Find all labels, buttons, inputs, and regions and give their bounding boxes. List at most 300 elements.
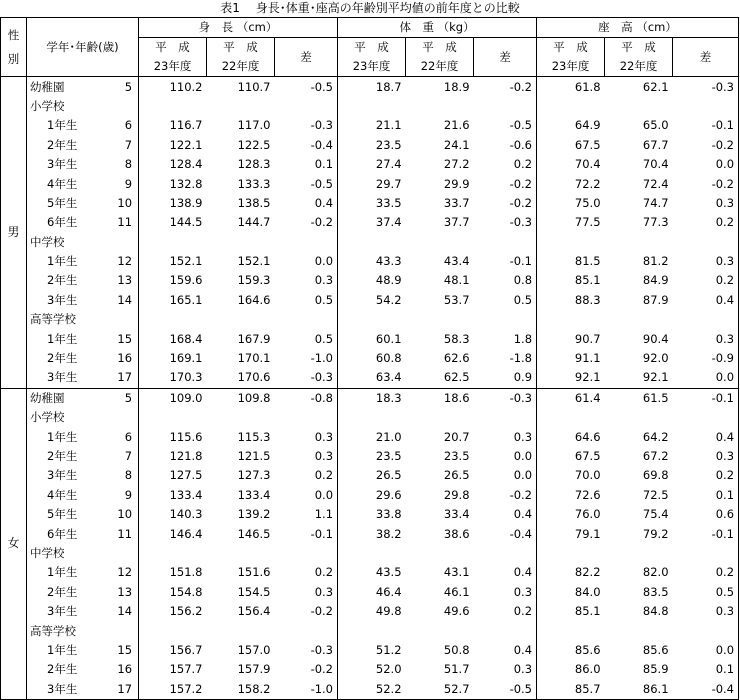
weight-diff-cell: -0.1 [474,252,537,271]
sitting-2011-cell: 70.4 [574,157,601,172]
height-diff-cell: -0.3 [275,641,338,660]
sitting-diff-cell [673,310,739,329]
weight-diff-cell [474,310,537,329]
sitting-2011-cell: 88.3 [574,292,601,307]
sitting-diff-cell: 0.2 [673,213,739,232]
weight-2010-cell: 23.5 [443,449,470,463]
weight-2011-cell [338,544,406,563]
weight-diff-cell: 0.4 [474,563,537,582]
height-2010-cell [207,408,275,427]
section-male [1,77,739,388]
sitting-diff-cell: 0.0 [673,368,739,388]
table-row [1,233,739,252]
sitting-2010-cell: 72.5 [642,487,669,502]
height-2011-cell: 138.9 [169,195,203,210]
sex-cell: 男 [1,77,27,388]
weight-2011-cell: 21.0 [375,429,402,444]
weight-diff-cell: 0.8 [474,271,537,290]
height-2010-cell: 121.5 [237,449,271,463]
height-2010-cell: 144.7 [237,215,271,230]
year-2010-header-line1: 平 成 [621,40,656,55]
grade-label: 6年生 [27,524,113,543]
weight-2011-cell: 60.8 [375,351,402,366]
table-row [1,544,739,563]
weight-2011-cell [338,310,406,329]
year-2011-header [338,38,406,77]
sitting-2011-cell [537,310,605,329]
year-2011-header-line1: 平 成 [354,40,389,55]
sitting-diff-cell: -0.9 [673,349,739,368]
height-diff-cell [275,408,338,427]
height-2011-cell [139,621,207,640]
sex-cell: 女 [1,388,27,699]
weight-2010-cell: 46.1 [443,584,470,599]
height-2010-cell [207,310,275,329]
weight-2010-cell [406,544,474,563]
grade-label: 2年生 [27,447,113,466]
height-diff-cell: 0.2 [275,563,338,582]
height-2010-cell: 157.9 [237,662,271,677]
height-diff-cell: 1.1 [275,505,338,524]
table-row [1,213,739,232]
age-cell: 5 [113,77,139,97]
height-2011-cell [139,310,207,329]
sitting-2011-cell: 91.1 [574,351,601,366]
height-2011-cell [139,408,207,427]
height-2010-cell: 152.1 [237,254,271,269]
weight-2010-cell [406,310,474,329]
weight-2010-cell: 21.6 [443,118,470,133]
sitting-diff-cell: 0.0 [673,155,739,174]
table-row [1,602,739,621]
height-2010-cell: 159.3 [237,273,271,288]
sitting-2010-cell [605,310,673,329]
table-row [1,368,739,388]
height-2010-cell: 170.6 [207,368,275,388]
height-2011-cell: 170.3 [139,368,207,388]
age-cell: 5 [113,388,139,408]
height-2011-cell: 110.2 [169,79,203,94]
age-cell [113,408,139,427]
year-2011-header [537,38,605,77]
sitting-diff-cell: 0.1 [673,486,739,505]
sitting-2011-cell: 92.1 [537,368,605,388]
sitting-diff-cell [673,97,739,116]
age-cell: 6 [113,116,139,135]
weight-diff-cell: 0.3 [474,427,537,446]
age-cell: 13 [113,271,139,290]
table-row [1,174,739,193]
grade-label: 3年生 [27,466,113,485]
weight-2011-cell: 23.5 [375,137,402,152]
height-diff-cell: 0.0 [275,252,338,271]
weight-2011-cell: 46.4 [375,584,402,599]
age-cell: 8 [113,155,139,174]
height-diff-cell: 0.5 [275,291,338,310]
height-2011-cell: 169.1 [169,351,203,366]
height-2011-cell [139,544,207,563]
weight-2011-cell: 29.7 [375,176,402,191]
height-2011-cell [139,233,207,252]
height-2011-cell [139,97,207,116]
height-diff-cell: 0.3 [275,447,338,466]
height-diff-cell: -0.8 [275,388,338,408]
weight-2011-cell [338,233,406,252]
year-2010-header [406,38,474,77]
table-row [1,291,739,310]
sitting-2011-cell: 75.0 [574,195,601,210]
height-2011-cell: 165.1 [169,292,203,307]
weight-2010-cell: 49.6 [443,604,470,619]
height-2011-cell: 144.5 [169,215,203,230]
sitting-2010-cell: 62.1 [642,79,669,94]
sitting-2010-cell: 90.4 [642,331,669,346]
height-2010-cell: 117.0 [237,118,271,133]
sitting-2011-cell: 67.5 [574,137,601,152]
weight-2010-cell: 26.5 [443,468,470,483]
height-2011-cell: 128.4 [169,157,203,172]
sitting-diff-cell: 0.5 [673,583,739,602]
table-title: 表1 身長･体重･座高の年齢別平均値の前年度との比較 [220,1,520,15]
height-2011-cell: 116.7 [169,118,203,133]
height-2011-cell: 151.8 [169,565,203,580]
weight-diff-cell: 0.2 [474,155,537,174]
year-2010-header-line1: 平 成 [223,40,258,55]
height-2010-cell: 138.5 [237,195,271,210]
weight-2011-cell: 43.3 [375,254,402,269]
sitting-2010-cell: 85.6 [642,642,669,657]
year-2011-header-line2: 23年度 [352,59,391,74]
sitting-2010-cell: 67.7 [642,137,669,152]
weight-diff-cell: -0.2 [474,194,537,213]
weight-2011-cell: 29.6 [375,487,402,502]
sitting-diff-cell: 0.2 [673,563,739,582]
sitting-2010-cell [605,544,673,563]
weight-2010-cell [406,408,474,427]
height-2011-cell: 122.1 [169,137,203,152]
sitting-2011-cell: 85.1 [574,604,601,619]
weight-2011-cell: 43.5 [375,565,402,580]
height-2011-cell: 109.0 [169,390,203,405]
weight-diff-cell: 0.4 [474,641,537,660]
sitting-2011-cell: 86.0 [574,662,601,677]
height-2011-cell: 156.2 [169,604,203,619]
weight-diff-cell: -0.2 [474,486,537,505]
weight-2011-cell: 18.7 [375,79,402,94]
grade-label: 5年生 [27,194,113,213]
weight-2011-cell: 63.4 [338,368,406,388]
weight-diff-cell: 0.9 [474,368,537,388]
age-cell: 15 [113,329,139,348]
sitting-2010-cell: 75.4 [642,507,669,522]
height-diff-cell: -1.0 [275,349,338,368]
weight-diff-cell: -0.6 [474,136,537,155]
sitting-diff-cell: -0.1 [673,116,739,135]
sitting-diff-cell [673,544,739,563]
grade-label: 1年生 [27,252,113,271]
grade-label: 幼稚園 [27,77,113,97]
weight-2011-cell: 38.2 [375,526,402,541]
weight-2010-cell: 29.9 [443,176,470,191]
sitting-diff-cell: 0.3 [673,252,739,271]
weight-diff-cell: 0.5 [474,291,537,310]
height-2011-cell: 156.7 [169,642,203,657]
year-2010-header [207,38,275,77]
year-2010-header-line2: 22年度 [619,59,658,74]
height-2010-cell [207,544,275,563]
difference-header: 差 [275,38,338,77]
sitting-diff-cell: 0.3 [673,329,739,348]
weight-diff-cell: -0.3 [474,388,537,408]
sitting-2010-cell: 87.9 [642,292,669,307]
sitting-2010-cell: 81.2 [642,254,669,269]
height-diff-cell [275,621,338,640]
height-2011-cell: 154.8 [169,584,203,599]
weight-diff-cell: 0.2 [474,602,537,621]
weight-2011-cell: 23.5 [375,449,402,463]
weight-2011-cell: 51.2 [375,642,402,657]
height-2010-cell [207,621,275,640]
height-diff-cell: 0.2 [275,466,338,485]
weight-2011-cell: 60.1 [375,331,402,346]
age-cell [113,310,139,329]
height-diff-cell: 0.5 [275,329,338,348]
sitting-2011-cell: 70.0 [574,468,601,483]
age-cell: 12 [113,563,139,582]
sitting-2011-cell: 61.8 [574,79,601,94]
difference-header: 差 [673,38,739,77]
grade-label: 小学校 [27,408,113,427]
sitting-2010-cell: 83.5 [642,584,669,599]
age-cell: 12 [113,252,139,271]
grade-label: 1年生 [27,563,113,582]
height-diff-cell: 0.1 [275,155,338,174]
table-row [1,583,739,602]
table-row [1,194,739,213]
grade-label: 高等学校 [27,310,113,329]
sitting-2011-cell [537,97,605,116]
section-female [1,388,739,699]
height-2010-cell: 146.5 [237,526,271,541]
weight-2010-cell: 18.6 [443,390,470,405]
age-cell: 14 [113,291,139,310]
sitting-2011-cell: 64.9 [574,118,601,133]
group-header-height: 身 長 （cm） [139,18,338,38]
weight-diff-cell: 0.0 [474,447,537,466]
height-2010-cell [207,233,275,252]
sitting-2010-cell: 74.7 [642,195,669,210]
height-2011-cell: 168.4 [169,331,203,346]
height-diff-cell: -0.2 [275,660,338,679]
sitting-2010-cell: 84.8 [642,604,669,619]
sitting-2011-cell: 77.5 [574,215,601,230]
sitting-2011-cell: 72.2 [574,176,601,191]
grade-label: 6年生 [27,213,113,232]
grade-label: 高等学校 [27,621,113,640]
weight-2010-cell: 38.6 [443,526,470,541]
weight-2011-cell: 27.4 [375,157,402,172]
weight-2010-cell: 53.7 [443,292,470,307]
weight-2010-cell: 52.7 [406,680,474,700]
height-diff-cell [275,233,338,252]
sitting-2011-cell [537,233,605,252]
table-row [1,77,739,97]
sitting-2011-cell: 61.4 [574,390,601,405]
weight-diff-cell [474,621,537,640]
sitting-2010-cell: 67.2 [642,449,669,463]
weight-diff-cell: 0.4 [474,505,537,524]
year-2010-header-line1: 平 成 [422,40,457,55]
weight-2010-cell: 50.8 [443,642,470,657]
sitting-2010-cell: 65.0 [642,118,669,133]
table-row [1,116,739,135]
weight-2010-cell: 58.3 [443,331,470,346]
age-cell: 10 [113,194,139,213]
weight-2011-cell: 33.5 [375,195,402,210]
weight-diff-cell: -0.2 [474,77,537,97]
height-diff-cell [275,97,338,116]
sitting-diff-cell: -0.1 [673,388,739,408]
sitting-diff-cell [673,233,739,252]
height-2010-cell: 110.7 [237,79,271,94]
height-2011-cell: 157.7 [169,662,203,677]
sitting-2011-cell: 85.7 [537,680,605,700]
weight-diff-cell: -1.8 [474,349,537,368]
sitting-2010-cell [605,97,673,116]
height-diff-cell: -0.3 [275,368,338,388]
grade-label: 中学校 [27,233,113,252]
sitting-2011-cell: 72.6 [574,487,601,502]
weight-2011-cell: 52.0 [375,662,402,677]
table-row [1,310,739,329]
weight-2010-cell [406,621,474,640]
grade-label: 小学校 [27,97,113,116]
height-2011-cell: 121.8 [169,449,203,463]
sitting-2011-cell [537,408,605,427]
table-row [1,524,739,543]
age-cell: 9 [113,174,139,193]
weight-2011-cell: 54.2 [375,292,402,307]
weight-2011-cell [338,408,406,427]
grade-label: 1年生 [27,641,113,660]
weight-2011-cell: 52.2 [338,680,406,700]
sitting-2011-cell: 79.1 [574,526,601,541]
table-row [1,447,739,466]
weight-2010-cell [406,97,474,116]
height-diff-cell: 0.3 [275,583,338,602]
sitting-2010-cell: 84.9 [642,273,669,288]
sitting-diff-cell: 0.4 [673,291,739,310]
sitting-diff-cell: 0.3 [673,602,739,621]
weight-diff-cell [474,544,537,563]
age-cell: 9 [113,486,139,505]
table-row [1,563,739,582]
height-2010-cell: 115.3 [237,429,271,444]
sex-header [1,18,27,77]
sitting-2010-cell [605,621,673,640]
height-diff-cell: -0.3 [275,116,338,135]
table-row [1,271,739,290]
weight-2010-cell: 29.8 [443,487,470,502]
height-diff-cell: -0.1 [275,524,338,543]
sitting-2010-cell: 61.5 [642,390,669,405]
height-2011-cell: 159.6 [169,273,203,288]
height-2010-cell: 158.2 [207,680,275,700]
grade-label: 2年生 [27,136,113,155]
weight-2010-cell: 27.2 [443,157,470,172]
age-cell: 7 [113,447,139,466]
sitting-diff-cell [673,621,739,640]
sitting-2010-cell: 70.4 [642,157,669,172]
height-2010-cell: 170.1 [237,351,271,366]
height-2010-cell: 151.6 [237,565,271,580]
height-2011-cell: 157.2 [139,680,207,700]
group-header-weight: 体 重 （kg） [338,18,537,38]
year-2011-header-line1: 平 成 [553,40,588,55]
sitting-2010-cell: 92.1 [605,368,673,388]
weight-diff-cell: -0.3 [474,213,537,232]
sitting-2011-cell: 76.0 [574,507,601,522]
table-row [1,505,739,524]
year-2011-header-line2: 23年度 [551,59,590,74]
height-diff-cell: -0.2 [275,602,338,621]
sitting-2011-cell: 90.7 [574,331,601,346]
table-row [1,641,739,660]
height-diff-cell: -1.0 [275,680,338,700]
year-2011-header-line1: 平 成 [155,40,190,55]
weight-2010-cell: 62.6 [443,351,470,366]
height-2011-cell: 146.4 [169,526,203,541]
height-2010-cell: 139.2 [237,507,271,522]
grade-label: 1年生 [27,427,113,446]
grade-label: 中学校 [27,544,113,563]
weight-2011-cell: 49.8 [375,604,402,619]
weight-2011-cell [338,97,406,116]
sitting-2010-cell: 79.2 [642,526,669,541]
height-2011-cell: 140.3 [169,507,203,522]
table-row [1,486,739,505]
weight-2010-cell: 20.7 [443,429,470,444]
age-cell: 11 [113,524,139,543]
weight-2010-cell: 48.1 [443,273,470,288]
sitting-diff-cell [673,408,739,427]
age-cell: 14 [113,602,139,621]
weight-2010-cell [406,233,474,252]
sitting-2011-cell: 67.5 [574,449,601,463]
age-cell [113,97,139,116]
height-diff-cell: 0.0 [275,486,338,505]
sitting-2010-cell: 64.2 [642,429,669,444]
table-header [1,18,739,77]
table-row [1,252,739,271]
sitting-2011-cell: 85.1 [574,273,601,288]
sitting-diff-cell: -0.1 [673,524,739,543]
year-2010-header-line2: 22年度 [221,59,260,74]
sitting-2010-cell [605,408,673,427]
table-row [1,466,739,485]
sitting-diff-cell: 0.2 [673,271,739,290]
sitting-2011-cell: 64.6 [574,429,601,444]
weight-2011-cell: 26.5 [375,468,402,483]
sitting-2010-cell: 82.0 [642,565,669,580]
sitting-2010-cell: 72.4 [642,176,669,191]
weight-2010-cell: 18.9 [443,79,470,94]
sitting-2011-cell: 81.5 [574,254,601,269]
weight-diff-cell [474,233,537,252]
height-2011-cell: 115.6 [169,429,203,444]
weight-diff-cell: 0.0 [474,466,537,485]
weight-2010-cell: 43.4 [443,254,470,269]
